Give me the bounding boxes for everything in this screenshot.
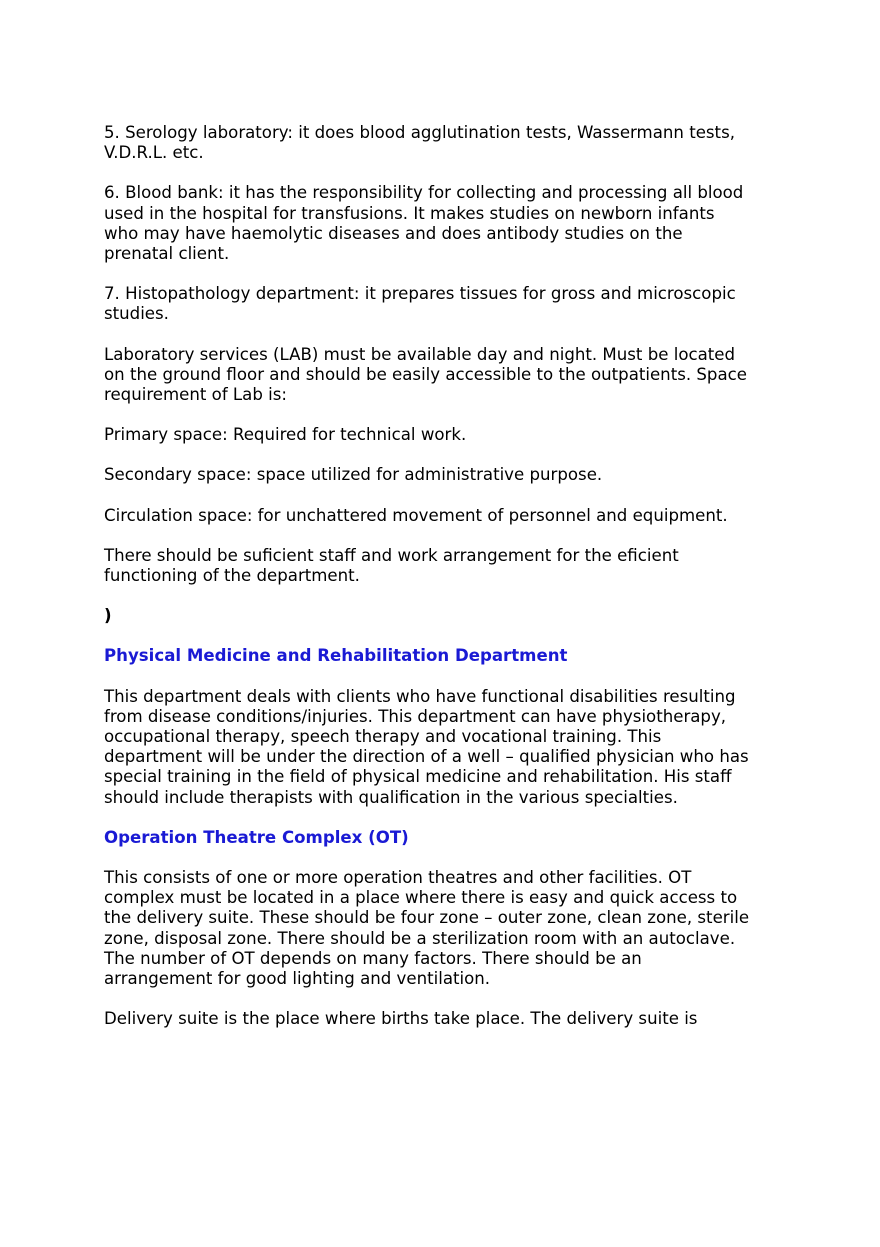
text-line: V.D.R.L. etc. bbox=[104, 143, 204, 163]
paragraph-primary-space bbox=[104, 425, 784, 445]
text-line: zone, disposal zone. There should be a sterilization room with an autoclave. bbox=[104, 928, 736, 948]
text-line: should include therapists with qualification in the various specialties. bbox=[104, 787, 678, 807]
text-line: complex must be located in a place where there is easy and quick access to bbox=[104, 888, 738, 908]
text-line: Laboratory services (LAB) must be available day and night. Must be located bbox=[104, 344, 736, 364]
paragraph-secondary-space bbox=[104, 465, 784, 485]
text-line: Circulation space: for unchattered movement of personnel and equipment. bbox=[104, 505, 728, 525]
paragraph-histopathology bbox=[104, 284, 784, 324]
paragraph-staff bbox=[104, 546, 784, 586]
text-line: functioning of the department. bbox=[104, 566, 360, 586]
text-line: 5. Serology laboratory: it does blood agglutination tests, Wassermann tests, bbox=[104, 123, 735, 142]
paragraph-circulation-space bbox=[104, 506, 784, 526]
text-line: prenatal client. bbox=[104, 244, 230, 264]
text-line: 6. Blood bank: it has the responsibility for collecting and processing all blood bbox=[104, 183, 744, 203]
text-line: Secondary space: space utilized for administrative purpose. bbox=[104, 465, 603, 485]
section-heading-pmr: Physical Medicine and Rehabilitation Department bbox=[104, 646, 568, 666]
paragraph-blood-bank bbox=[104, 183, 784, 264]
text-line: requirement of Lab is: bbox=[104, 385, 288, 405]
text-line: from disease conditions/injuries. This department can have physiotherapy, bbox=[104, 706, 727, 726]
text-line: studies. bbox=[104, 304, 169, 324]
text-line: arrangement for good lighting and ventilation. bbox=[104, 969, 491, 989]
text-line: There should be suﬁcient staff and work arrangement for the eﬁcient bbox=[104, 545, 679, 565]
document-page bbox=[104, 123, 784, 1050]
paragraph-pmr bbox=[104, 687, 784, 808]
text-line: department will be under the direction of a well – qualified physician who has bbox=[104, 747, 749, 767]
text-line: special training in the field of physical medicine and rehabilitation. His staff bbox=[104, 767, 732, 787]
paragraph-lab-services bbox=[104, 345, 784, 406]
text-line: used in the hospital for transfusions. It makes studies on newborn infants bbox=[104, 203, 715, 223]
text-line: The number of OT depends on many factors. There should be an bbox=[104, 948, 642, 968]
stray-parenthesis: ) bbox=[104, 606, 112, 626]
text-line: Delivery suite is the place where births take place. The delivery suite is bbox=[104, 1009, 698, 1029]
text-line: the delivery suite. These should be four zone – outer zone, clean zone, sterile bbox=[104, 908, 750, 928]
text-line: 7. Histopathology department: it prepares tissues for gross and microscopic bbox=[104, 284, 736, 304]
text-line: This department deals with clients who have functional disabilities resulting bbox=[104, 686, 736, 706]
paragraph-serology bbox=[104, 123, 784, 163]
text-line: on the ground floor and should be easily accessible to the outpatients. Space bbox=[104, 364, 747, 384]
text-line: This consists of one or more operation theatres and other facilities. OT bbox=[104, 868, 692, 888]
text-line: Primary space: Required for technical work. bbox=[104, 425, 467, 445]
section-heading-ot: Operation Theatre Complex (OT) bbox=[104, 827, 409, 847]
paragraph-ot bbox=[104, 868, 784, 989]
text-line: occupational therapy, speech therapy and vocational training. This bbox=[104, 727, 662, 747]
paragraph-delivery bbox=[104, 1009, 784, 1029]
text-line: who may have haemolytic diseases and does antibody studies on the bbox=[104, 223, 683, 243]
